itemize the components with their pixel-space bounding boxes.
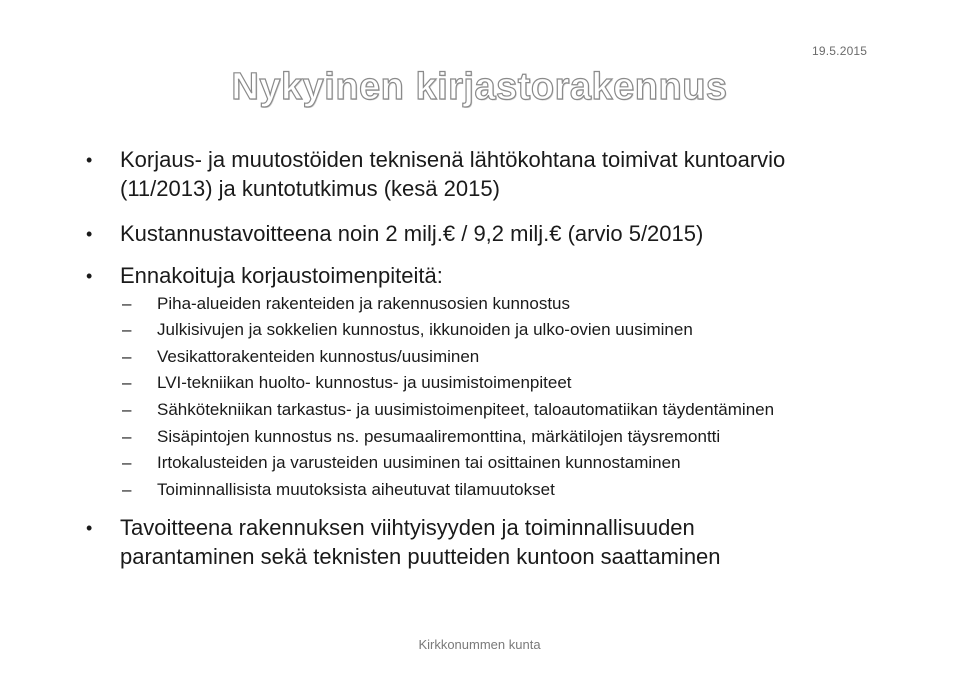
- sub-item-text: Toiminnallisista muutoksista aiheutuvat tilamuutokset: [157, 480, 555, 499]
- slide-date: 19.5.2015: [812, 44, 868, 58]
- bullet-marker: •: [86, 224, 93, 244]
- sub-item-marker: –: [122, 320, 132, 339]
- sub-item-marker: –: [122, 373, 132, 392]
- sub-item-marker: –: [122, 480, 132, 499]
- sub-item-text: Vesikattorakenteiden kunnostus/uusiminen: [157, 347, 480, 366]
- sub-item-text: Julkisivujen ja sokkelien kunnostus, ikkunoiden ja ulko-ovien uusiminen: [157, 320, 693, 339]
- bullet-text-line: (11/2013) ja kuntotutkimus (kesä 2015): [120, 176, 500, 201]
- slide-title: Nykyinen kirjastorakennus: [231, 66, 728, 108]
- bullet-marker: •: [86, 266, 93, 286]
- sub-item-marker: –: [122, 427, 132, 446]
- sub-item-marker: –: [122, 400, 132, 419]
- sub-item-marker: –: [122, 347, 132, 366]
- sub-item-marker: –: [122, 294, 132, 313]
- bullet-marker: •: [86, 150, 93, 170]
- sub-item-marker: –: [122, 453, 132, 472]
- bullet-text-line: Korjaus- ja muutostöiden teknisenä lähtökohtana toimivat kuntoarvio: [120, 147, 786, 172]
- bullet-text-line: Kustannustavoitteena noin 2 milj.€ / 9,2 milj.€ (arvio 5/2015): [120, 221, 704, 246]
- sub-item-text: Sisäpintojen kunnostus ns. pesumaaliremonttina, märkätilojen täysremontti: [157, 427, 721, 446]
- sub-item-text: Sähkötekniikan tarkastus- ja uusimistoimenpiteet, taloautomatiikan täydentäminen: [157, 400, 775, 419]
- sub-item-text: Irtokalusteiden ja varusteiden uusiminen tai osittainen kunnostaminen: [157, 453, 681, 472]
- bullet-text-line: parantaminen sekä teknisten puutteiden kuntoon saattaminen: [120, 544, 721, 569]
- sub-item-text: Piha-alueiden rakenteiden ja rakennusosien kunnostus: [157, 294, 571, 313]
- sub-item-text: LVI-tekniikan huolto- kunnostus- ja uusimistoimenpiteet: [157, 373, 572, 392]
- bullet-text-line: Tavoitteena rakennuksen viihtyisyyden ja toiminnallisuuden: [120, 515, 695, 540]
- bullet-marker: •: [86, 518, 93, 538]
- bullet-text-line: Ennakoituja korjaustoimenpiteitä:: [120, 263, 443, 288]
- slide-footer: Kirkkonummen kunta: [418, 637, 541, 652]
